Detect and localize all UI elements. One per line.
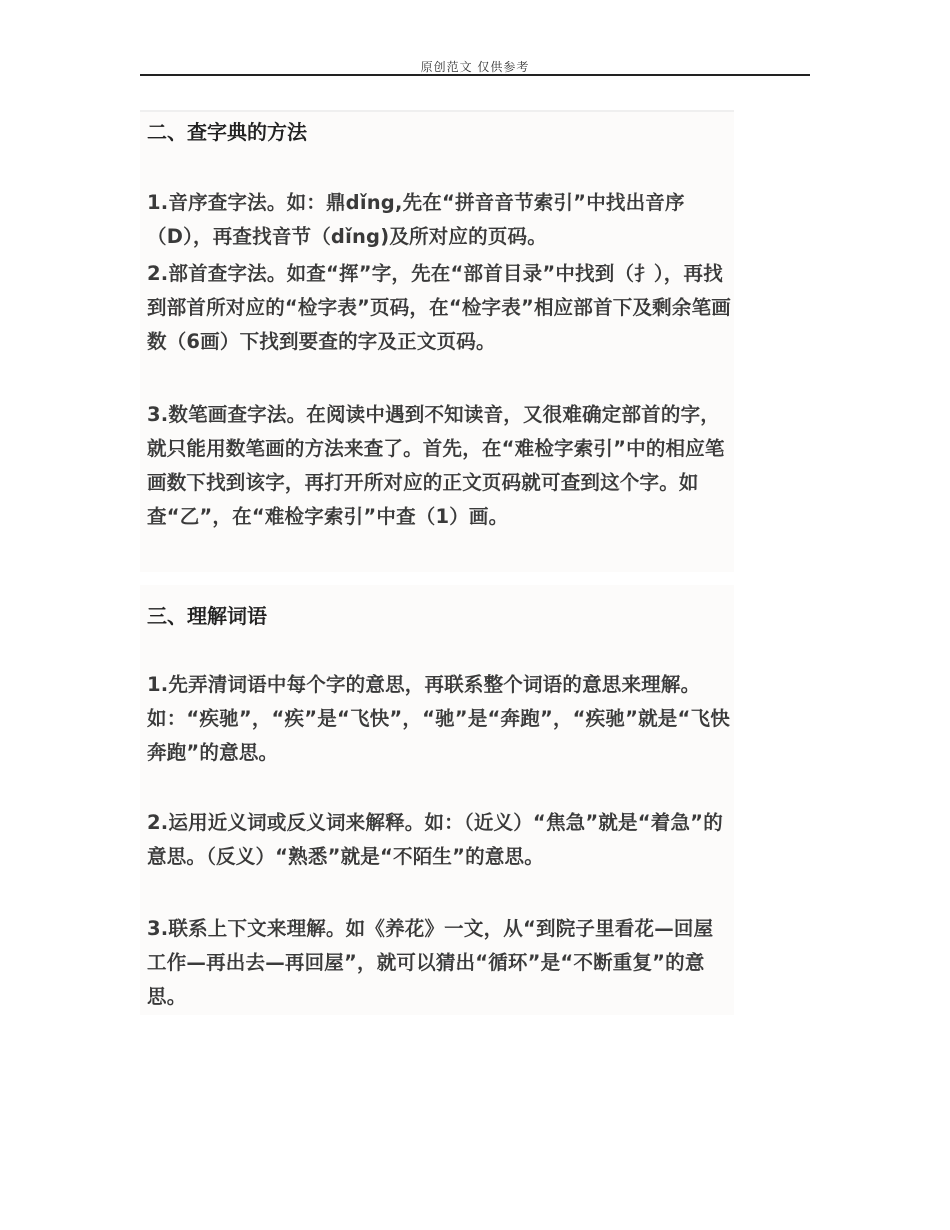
paragraph-stroke-lookup: 3.数笔画查字法。在阅读中遇到不知读音，又很难确定部首的字，就只能用数笔画的方法来查了。首先，在“难检字索引”中的相应笔画数下找到该字，再打开所对应的正文页码就可查到这个字。如查“乙”，在“难检字索引”中查（1）画。 xyxy=(147,403,725,528)
header-text: 原创范文 仅供参考 xyxy=(420,60,530,74)
paragraph-radical-lookup: 2.部首查字法。如查“挥”字，先在“部首目录”中找到（扌），再找到部首所对应的“检字表”页码，在“检字表”相应部首下及剩余笔画数（6画）下找到要查的字及正文页码。 xyxy=(147,262,731,353)
page-header xyxy=(140,56,810,76)
paragraph-synonym-antonym: 2.运用近义词或反义词来解释。如：（近义）“焦急”就是“着急”的意思。（反义）“熟悉”就是“不陌生”的意思。 xyxy=(147,811,723,868)
paragraph-phonetic-lookup: 1.音序查字法。如：鼎dǐng,先在“拼音音节索引”中找出音序（D），再查找音节（dǐng)及所对应的页码。 xyxy=(147,191,685,248)
section-heading-words: 三、理解词语 xyxy=(147,604,267,628)
section-heading-dictionary: 二、查字典的方法 xyxy=(147,120,307,144)
paragraph-char-meaning: 1.先弄清词语中每个字的意思，再联系整个词语的意思来理解。如：“疾驰”，“疾”是“飞快”，“驰”是“奔跑”，“疾驰”就是“飞快奔跑”的意思。 xyxy=(147,673,730,764)
paragraph-context: 3.联系上下文来理解。如《养花》一文，从“到院子里看花—回屋工作—再出去—再回屋”，就可以猜出“循环”是“不断重复”的意思。 xyxy=(147,917,714,1008)
